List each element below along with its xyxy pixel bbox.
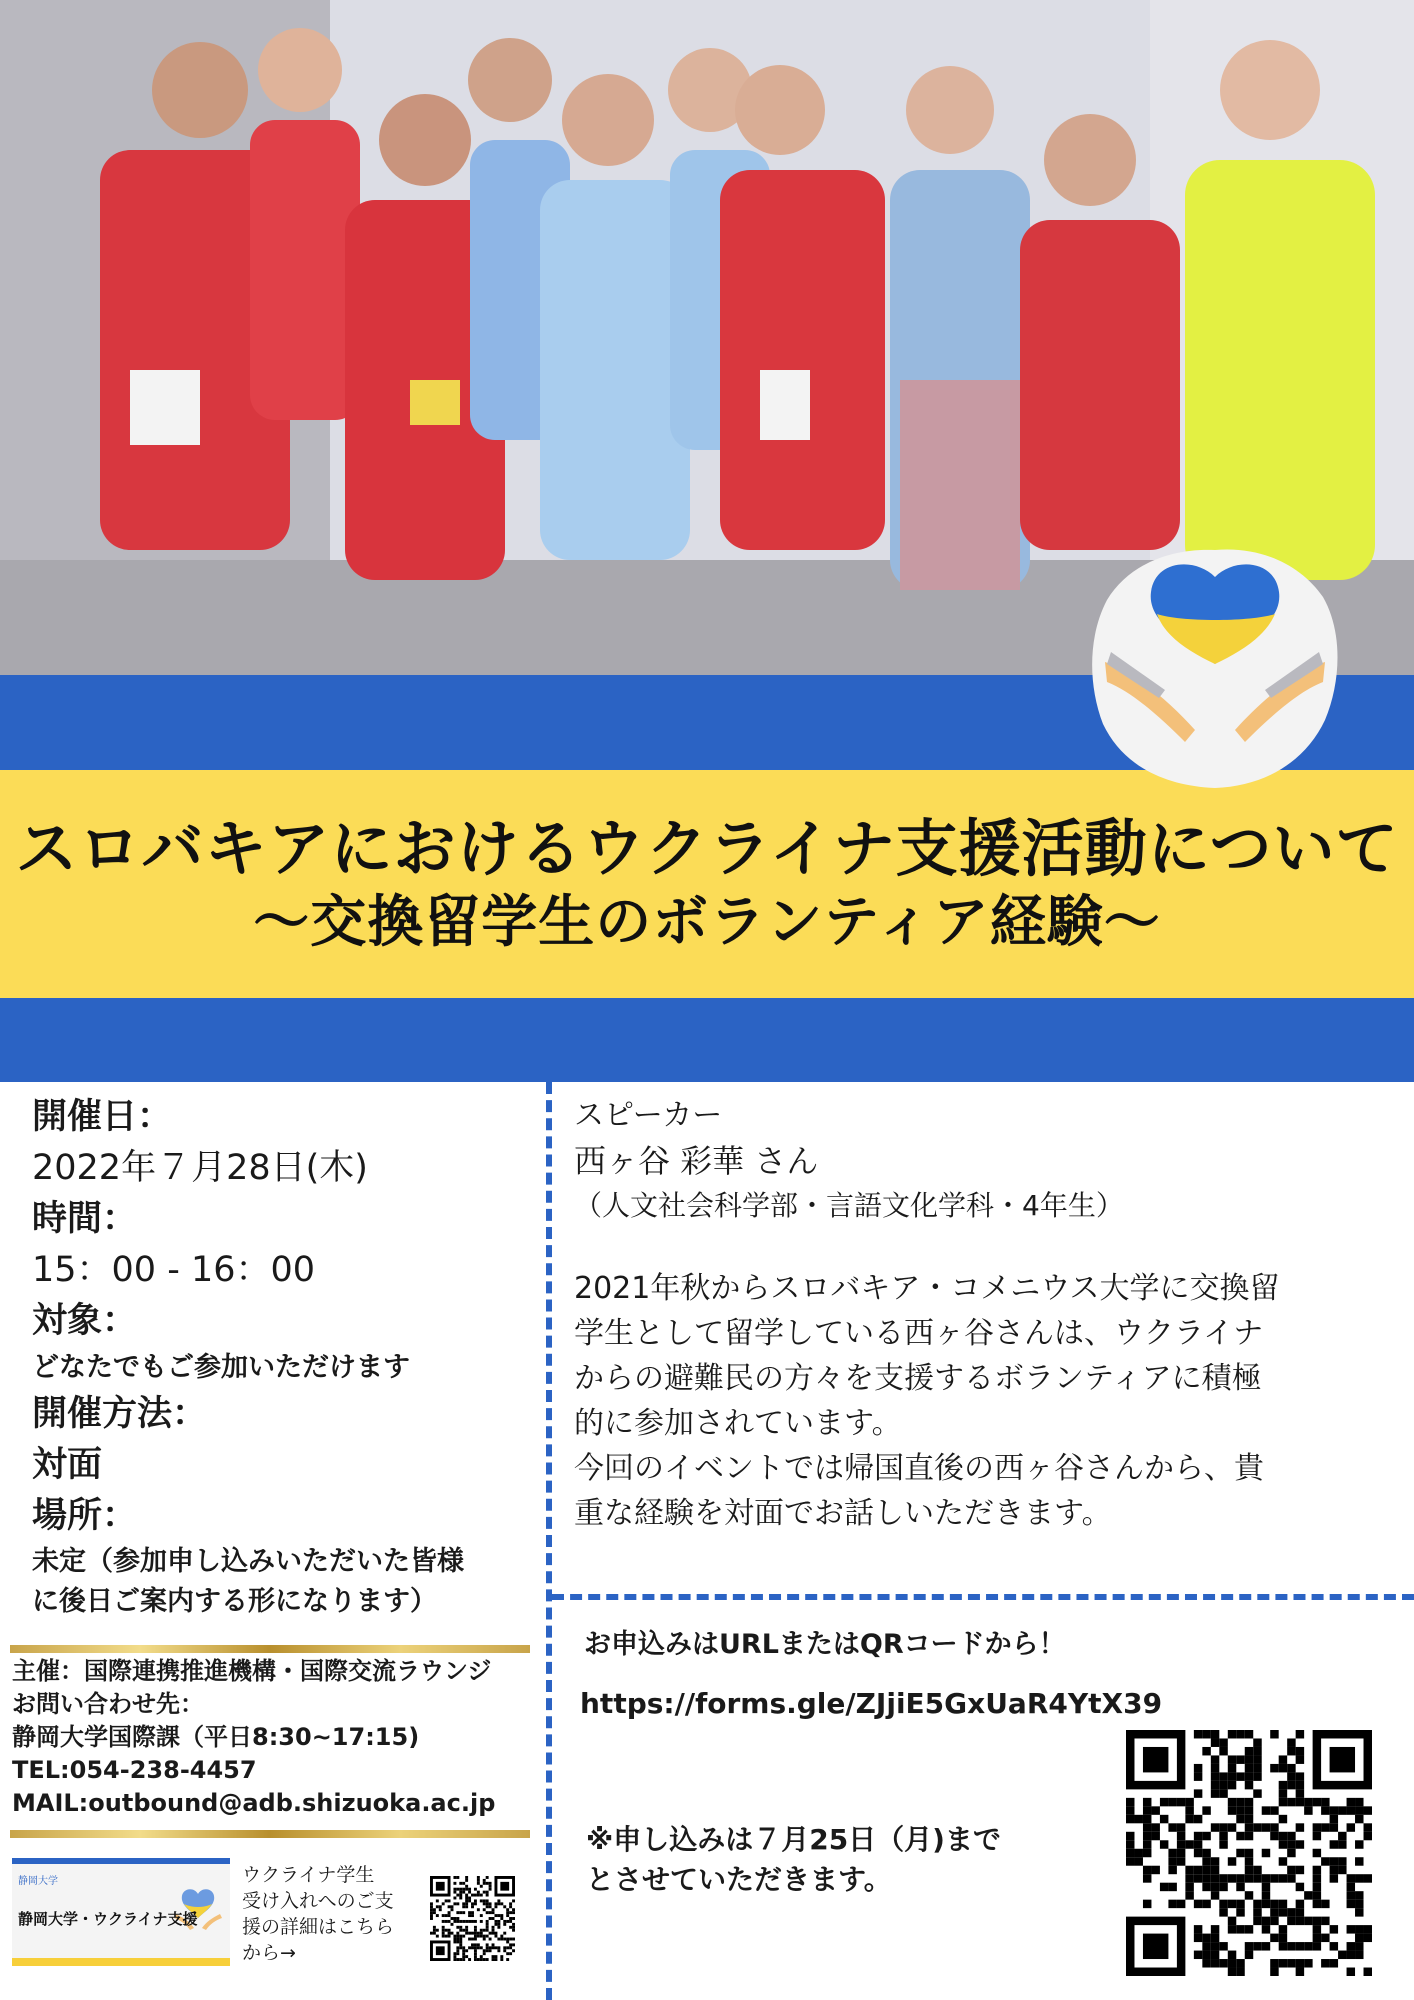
date-value: 2022年７月28日(木) — [32, 1148, 368, 1188]
main-title: スロバキアにおけるウクライナ支援活動について — [15, 812, 1399, 886]
description-line: 2021年秋からスロバキア・コメニウス大学に交換留 — [574, 1271, 1280, 1306]
method-label: 開催方法： — [32, 1394, 208, 1434]
target-value: どなたでもご参加いただけます — [32, 1352, 410, 1383]
title-banner — [0, 770, 1414, 998]
sub-title: 〜交換留学生のボランティア経験〜 — [253, 889, 1161, 955]
gold-divider-top — [10, 1645, 530, 1653]
qr-code-small[interactable] — [430, 1876, 515, 1961]
place-value-line2: に後日ご案内する形になります） — [32, 1586, 437, 1617]
deadline-line1: ※申し込みは７月25日（月)まで — [586, 1823, 1001, 1856]
contact-label: お問い合わせ先： — [12, 1690, 204, 1718]
description-line: 今回のイベントでは帰国直後の西ヶ谷さんから、貴 — [574, 1451, 1264, 1486]
vertical-divider — [546, 1082, 552, 2000]
ukraine-support-banner[interactable] — [12, 1858, 230, 1966]
time-value: 15：00 - 16：00 — [32, 1250, 316, 1290]
ukraine-info-line4: から→ — [242, 1942, 296, 1964]
host-text: 主催：国際連携推進機構・国際交流ラウンジ — [12, 1657, 492, 1685]
mail-link[interactable]: MAIL:outbound@adb.shizuoka.ac.jp — [12, 1789, 496, 1817]
place-label: 場所： — [32, 1496, 138, 1536]
ukraine-info-text — [242, 1862, 412, 1966]
place-value-line1: 未定（参加申し込みいただいた皆様 — [32, 1546, 464, 1577]
banner-yellow-bar — [12, 1958, 230, 1966]
bottom-blue-band — [0, 998, 1414, 1082]
method-value: 対面 — [32, 1445, 103, 1485]
office-text: 静岡大学国際課（平日8:30~17:15) — [12, 1723, 420, 1751]
application-deadline — [586, 1820, 1001, 1900]
ukraine-info-line1: ウクライナ学生 — [242, 1864, 375, 1886]
speaker-label: スピーカー — [574, 1098, 723, 1133]
description-line: 重な経験を対面でお話しいただきます。 — [574, 1496, 1112, 1531]
banner-blue-bar — [12, 1858, 230, 1864]
description-line: からの避難民の方々を支援するボランティアに積極 — [574, 1361, 1262, 1396]
description-line: 的に参加されています。 — [574, 1406, 902, 1441]
banner-title: 静岡大学・ウクライナ支援 — [18, 1910, 198, 1928]
ukraine-info-line3: 援の詳細はこちら — [242, 1916, 395, 1938]
heart-hands-emblem — [1085, 542, 1345, 792]
qr-code-application[interactable] — [1126, 1730, 1372, 1976]
speaker-affiliation: （人文社会科学部・言語文化学科・4年生） — [574, 1189, 1124, 1222]
date-label: 開催日： — [32, 1097, 173, 1137]
tel-text: TEL:054-238-4457 — [12, 1756, 257, 1784]
target-label: 対象： — [32, 1301, 138, 1341]
speaker-section — [574, 1094, 1394, 1536]
application-url-link[interactable]: https://forms.gle/ZJjiE5GxUaR4YtX39 — [580, 1687, 1163, 1720]
ukraine-info-line2: 受け入れへのご支 — [242, 1890, 394, 1912]
time-label: 時間： — [32, 1199, 138, 1239]
application-instruction: お申込みはURLまたはQRコードから！ — [584, 1629, 1066, 1660]
organizer-info — [12, 1655, 532, 1820]
speaker-name: 西ヶ谷 彩華 さん — [574, 1142, 819, 1180]
deadline-line2: とさせていただきます。 — [586, 1863, 892, 1896]
speaker-description — [574, 1266, 1394, 1536]
description-line: 学生として留学している西ヶ谷さんは、ウクライナ — [574, 1316, 1264, 1351]
event-details — [32, 1092, 532, 1622]
banner-logo-text: 静岡大学 — [18, 1876, 58, 1887]
horizontal-divider — [552, 1594, 1414, 1600]
gold-divider-bottom — [10, 1830, 530, 1838]
